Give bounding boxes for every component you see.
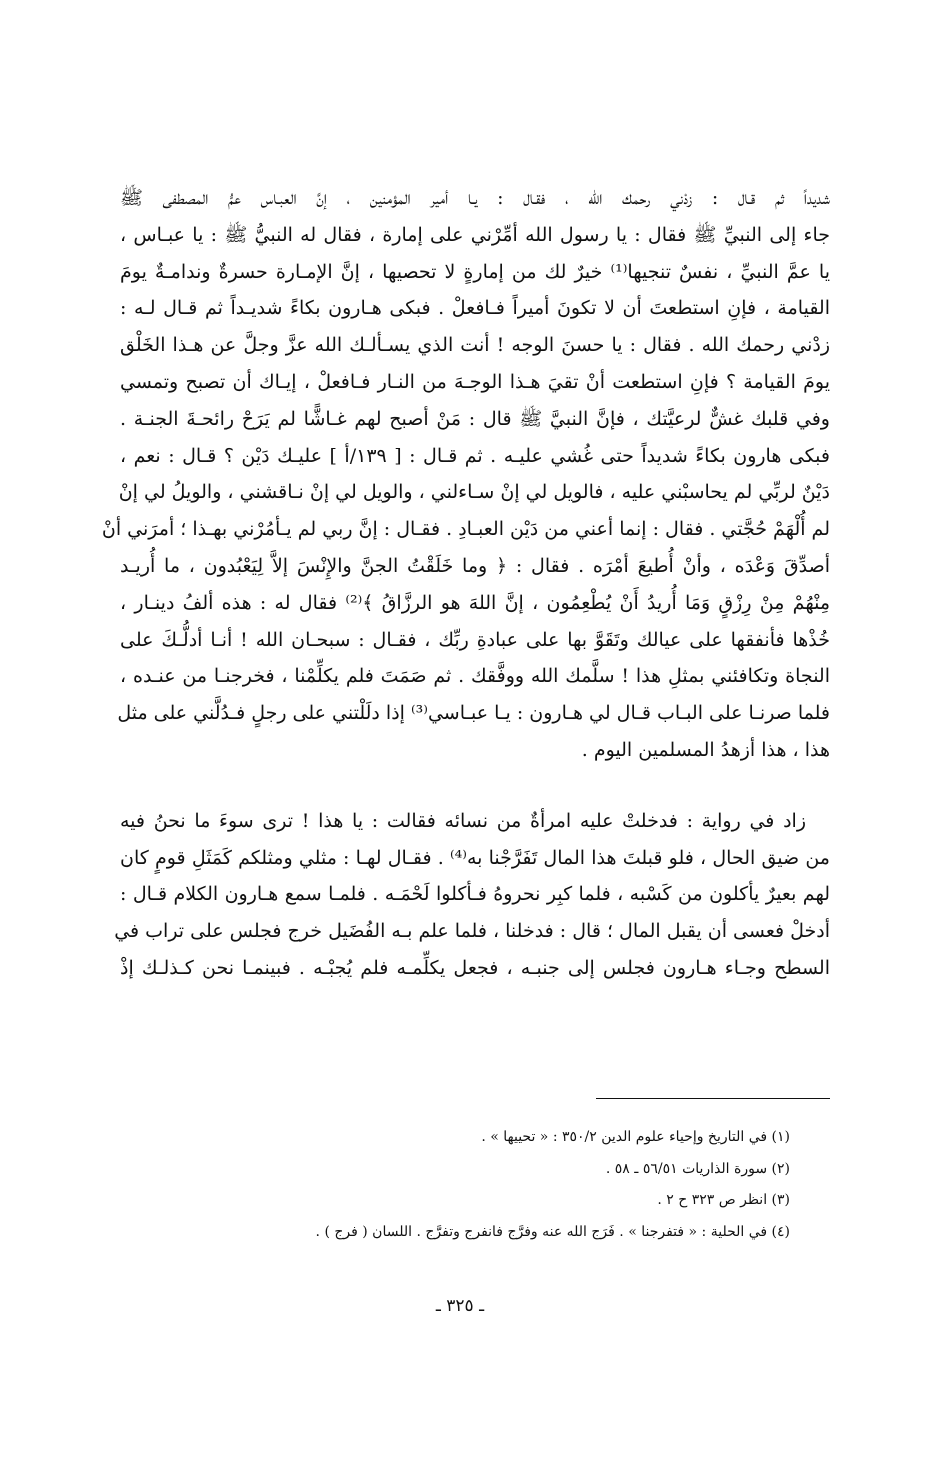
text-line: القيامة ، فإنِ استطعتَ أن لا تكونَ أميراً فـافعلْ . فبكى هـارون بكاءً شديـداً ثم قـال لـه : — [120, 297, 830, 320]
text-line: النجاة وتكافئني بمثلِ هذا ! سلَّمك الله ووفَّقك . ثم صَمَتَ فلم يكلِّمْنا ، فخرجنـا من عنـده ، — [120, 665, 830, 688]
text-line: دَيْنٌ لربِّي لم يحاسبْني عليه ، فالويل لي إنْ سـاءلني ، والويل لي إنْ نـاقشني ، والويلُ لي إنْ — [118, 481, 830, 504]
text-line: يومَ القيامة ؟ فإنِ استطعت أنْ تقيَ هـذا الوجـهَ من النـار فـافعلْ ، إيـاك أن تصبح وتمسي — [120, 370, 830, 393]
text-line: شديداً ثم قـال : زدْني رحمك الله ، فقـال : يـا أمير المؤمنين ، إنَّ العبـاس عمُّ المصطفى ﷺ — [120, 187, 830, 209]
text-line: يا عمَّ النبيِّ ، نفسٌ تنجيها⁽¹⁾ خيرٌ لك من إمارةٍ لا تحصيها ، إنَّ الإمـارة حسرةٌ وندامـةٌ يومَ — [120, 260, 830, 283]
text-line: هذا ، هذا أزهدُ المسلمين اليوم . — [581, 738, 830, 761]
page-number: ـ ٣٢٥ ـ — [435, 1296, 485, 1316]
text-line: فلما صرنـا على البـاب قـال لي هـارون : يـا عبـاسي⁽³⁾ إذا دلَلْتني على رجلٍ فـدُلَّني على مثل — [117, 702, 830, 725]
text-line: مِنْهُمْ مِنْ رِزْقٍ وَمَا أُريدُ أَنْ يُطْعِمُون ، إنَّ اللهَ هو الرزَّاقُ ﴾⁽²⁾ فقال له : هذه ألفُ دينـار ، — [120, 591, 830, 614]
text-line: أدخلْ فعسى أن يقبل المال ؛ قال : فدخلنا ، فلما علم بـه الفُضَيل خرج فجلس على تراب في — [114, 920, 830, 943]
text-line: جاء إلى النبيِّ ﷺ فقال : يا رسول الله أمِّرْني على إمارة ، فقال له النبيُّ ﷺ : يا عبـاس ، — [120, 223, 830, 246]
paragraph-gap — [120, 769, 830, 803]
text-line: فبكى هارون بكاءً شديداً حتى غُشي عليـه . ثم قـال : [ ١٣٩/أ ] عليـك دَيْن ؟ قـال : نعم ، — [120, 444, 830, 467]
text-line: زاد في رواية : فدخلتْ عليه امرأةٌ من نسائه فقالت : يا هذا ! ترى سوءَ ما نحنُ فيه — [120, 809, 806, 832]
text-line: من ضيق الحال ، فلو قبلتَ هذا المال تَفَرَّجْنا به⁽⁴⁾ . فقـال لهـا : مثلي ومثلكم كَمَثَلِ قومٍ كان — [120, 846, 830, 869]
text-line: زدْني رحمك الله . فقال : يا حسنَ الوجه ! أنت الذي يسـألـك الله عزَّ وجلَّ عن هـذا الخَلْق — [120, 334, 830, 357]
main-text — [101, 180, 830, 987]
text-line: لهم بعيرٌ يأكلون من كَسْبه ، فلما كبِر نحروهُ فـأكلوا لَحْمَـه . فلمـا سمع هـارون الكلام قـال : — [120, 883, 830, 906]
text-line: لم أُلْهَمْ حُجَّتي . فقال : إنما أعني من دَيْن العبـادِ . فقـال : إنَّ ربي لم يـأمُرْني بهـذا ؛ أمرَني أنْ — [101, 518, 830, 541]
footnote: (٢) سورة الذاريات ٥٦/٥١ ـ ٥٨ . — [605, 1160, 790, 1177]
text-line: وفي قلبك غشٌّ لرعيَّتك ، فإنَّ النبيَّ ﷺ قال : مَنْ أصبح لهم غـاشًّا لم يَرَحْ رائحـةَ الجنـة . — [120, 407, 830, 430]
text-line: السطح وجـاء هـارون فجلس إلى جنبـه ، فجعل يكلِّمـه فلم يُجبْـه . فبينمـا نحن كـذلـك إذْ — [120, 956, 830, 979]
footnote: (٤) في الحلية : « فتفرجنا » . فَرَج الله عنه وفرَّج فانفرج وتفرَّج . اللسان ( فرج ) . — [315, 1223, 790, 1240]
text-line: خُذْها فأنفقها على عيالك وتَقَوَّ بها على عبادةِ ربِّك ، فقـال : سبحـان الله ! أنـا أدلُّـكَ على — [120, 628, 830, 651]
footnotes — [200, 1122, 790, 1248]
text-line: أصدِّقَ وَعْدَه ، وأنْ أُطيعَ أمْرَه . فقال : ﴿ وما خَلَقْتُ الجنَّ والإِنْسَ إلاَّ لِيَعْبُدون ، ما أُريـد — [120, 554, 830, 577]
footnote: (١) في التاريخ وإحياء علوم الدين ٣٥٠/٢ : « تحييها » . — [481, 1129, 790, 1145]
footnote-divider — [596, 1098, 830, 1099]
footnote: (٣) انظر ص ٣٢٣ ح ٢ . — [657, 1192, 790, 1208]
